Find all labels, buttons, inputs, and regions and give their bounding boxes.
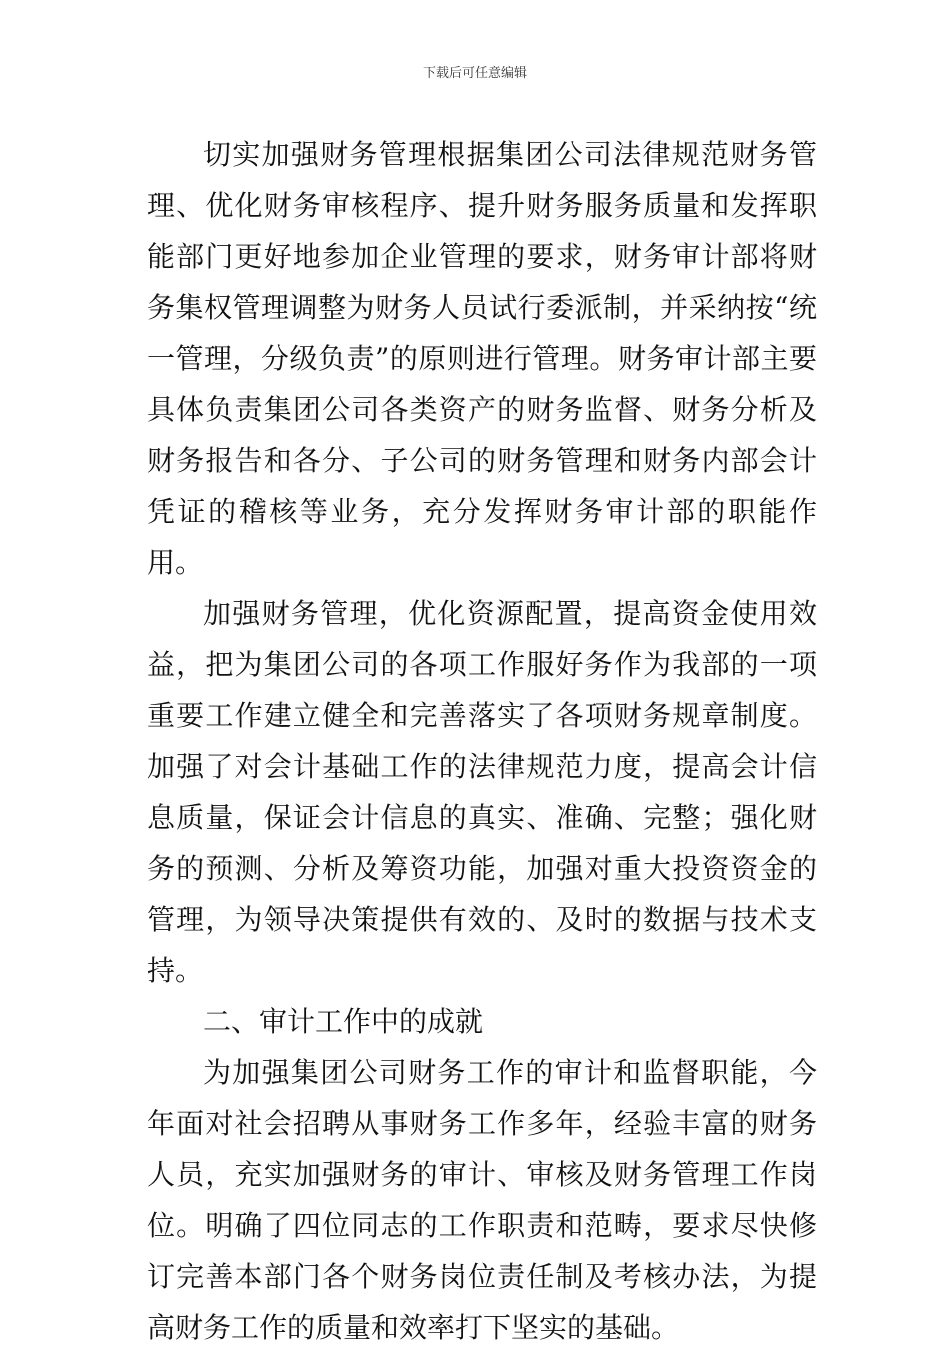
header-note: 下载后可任意编辑: [422, 66, 527, 81]
document-body: [147, 129, 817, 1353]
paragraph-financial-management: 切实加强财务管理根据集团公司法律规范财务管理、优化财务审核程序、提升财务服务质量和发挥职能部门更好地参加企业管理的要求，财务审计部将财务集权管理调整为财务人员试行委派制，并采纳按“统一管理，分级负责”的原则进行管理。财务审计部主要具体负责集团公司各类资产的财务监督、财务分析及财务报告和各分、子公司的财务管理和财务内部会计凭证的稽核等业务，充分发挥财务审计部的职能作用。: [147, 138, 817, 579]
paragraph-resource-allocation: 加强财务管理，优化资源配置，提高资金使用效益，把为集团公司的各项工作服好务作为我部的一项重要工作建立健全和完善落实了各项财务规章制度。加强了对会计基础工作的法律规范力度，提高会计信息质量，保证会计信息的真实、准确、完整；强化财务的预测、分析及筹资功能，加强对重大投资资金的管理，为领导决策提供有效的、及时的数据与技术支持。: [147, 597, 817, 987]
paragraph-audit-supervision: 为加强集团公司财务工作的审计和监督职能，今年面对社会招聘从事财务工作多年，经验丰富的财务人员，充实加强财务的审计、审核及财务管理工作岗位。明确了四位同志的工作职责和范畴，要求尽快修订完善本部门各个财务岗位责任制及考核办法，为提高财务工作的质量和效率打下坚实的基础。: [147, 1056, 817, 1344]
section-heading-audit-achievements: 二、审计工作中的成就: [203, 1005, 484, 1038]
